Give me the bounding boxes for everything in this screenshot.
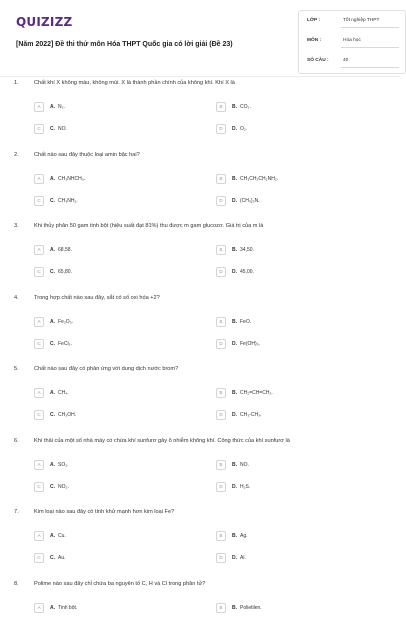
question-8 [14, 581, 392, 641]
option-text: FeCl₃. [58, 340, 72, 347]
question-text: Khi thủy phân 50 gam tinh bột (hiệu suất đạt 81%) thu được m gam glucozơ. Giá trị của m là [34, 223, 264, 229]
option-text: Cu. [58, 533, 66, 539]
option-text: Polietilen. [240, 604, 262, 611]
option-key: C. [50, 412, 55, 418]
answer-option[interactable] [34, 603, 194, 615]
answer-option[interactable] [34, 174, 194, 186]
option-text: Fe(OH)₃. [240, 340, 261, 347]
option-text: Ag. [240, 533, 248, 539]
option-letter-box[interactable]: B [216, 531, 226, 541]
option-letter-box[interactable]: C [34, 339, 44, 349]
question-number: 7. [14, 509, 19, 515]
option-letter-box[interactable]: A [34, 102, 44, 112]
option-text: N₂. [58, 104, 65, 110]
option-letter-box[interactable]: C [34, 410, 44, 420]
question-number: 8. [14, 580, 19, 587]
worksheet-meta-box [298, 10, 406, 74]
option-text: 45,00. [240, 269, 254, 275]
answer-option[interactable] [34, 196, 194, 208]
option-key: C. [50, 269, 55, 275]
option-key: A. [50, 318, 55, 325]
answer-option[interactable] [216, 460, 376, 472]
option-text: CH₃NH₂. [58, 197, 78, 204]
option-letter-box[interactable]: B [216, 603, 226, 613]
option-text: Au. [58, 555, 66, 561]
option-letter-box[interactable]: A [34, 460, 44, 470]
option-letter-box[interactable]: D [216, 553, 226, 563]
answer-option[interactable] [34, 245, 194, 257]
answer-option[interactable] [216, 388, 376, 400]
answer-option[interactable] [216, 410, 376, 422]
answer-option[interactable] [216, 245, 376, 257]
option-text: 68,58. [58, 247, 72, 253]
option-key: B. [232, 390, 237, 396]
option-letter-box[interactable]: B [216, 174, 226, 184]
option-text: O₂. [240, 126, 248, 132]
meta-row-question-count [307, 53, 399, 71]
question-text: Polime nào sau đây chỉ chứa ba nguyên tố C, H và Cl trong phân tử? [34, 580, 206, 587]
option-letter-box[interactable]: B [216, 102, 226, 112]
option-key: B. [232, 175, 237, 182]
option-letter-box[interactable]: A [34, 245, 44, 255]
option-letter-box[interactable]: D [216, 410, 226, 420]
option-text: CO₂. [240, 104, 251, 110]
answer-option[interactable] [216, 339, 376, 351]
option-letter-box[interactable]: A [34, 174, 44, 184]
meta-value: Hóa học [343, 38, 361, 43]
question-5 [14, 366, 392, 426]
option-key: B. [232, 104, 237, 110]
option-key: A. [50, 175, 55, 182]
option-letter-box[interactable]: D [216, 196, 226, 206]
option-key: C. [50, 197, 55, 204]
option-text: FeO. [240, 318, 252, 325]
option-text: 34,50. [240, 247, 254, 253]
answer-option[interactable] [34, 317, 194, 329]
answer-option[interactable] [34, 102, 194, 114]
answer-option[interactable] [34, 460, 194, 472]
option-key: B. [232, 533, 237, 539]
option-text: NO₂. [58, 483, 69, 490]
option-letter-box[interactable]: B [216, 388, 226, 398]
meta-label: MÔN : [307, 38, 322, 43]
option-key: D. [232, 412, 237, 418]
option-key: A. [50, 247, 55, 253]
meta-underline [341, 67, 399, 68]
option-key: B. [232, 461, 237, 468]
option-text: CH₃OH. [58, 412, 77, 418]
option-text: CH₃NHCH₃. [58, 175, 86, 182]
question-text: Kim loại nào sau đây có tính khử mạnh hơn kim loại Fe? [34, 509, 175, 515]
option-letter-box[interactable]: C [34, 553, 44, 563]
option-letter-box[interactable]: A [34, 317, 44, 327]
meta-label: SỐ CÂU : [307, 58, 329, 63]
option-key: C. [50, 483, 55, 490]
option-key: A. [50, 390, 55, 396]
question-6 [14, 438, 392, 498]
option-letter-box[interactable]: D [216, 339, 226, 349]
question-1 [14, 80, 392, 140]
question-text: Trong hợp chất nào sau đây, sắt có số oxi hóa +2? [34, 294, 160, 301]
question-number: 6. [14, 437, 19, 444]
question-number: 4. [14, 294, 19, 301]
option-letter-box[interactable]: D [216, 482, 226, 492]
option-key: C. [50, 340, 55, 347]
question-number: 3. [14, 223, 19, 229]
option-letter-box[interactable]: A [34, 531, 44, 541]
answer-option[interactable] [216, 102, 376, 114]
option-text: SO₂. [58, 461, 69, 468]
answer-option[interactable] [34, 339, 194, 351]
option-letter-box[interactable]: A [34, 388, 44, 398]
answer-option[interactable] [216, 553, 376, 565]
question-text: Chất nào sau đây thuộc loại amin bậc hai? [34, 151, 140, 158]
answer-option[interactable] [216, 482, 376, 494]
option-text: NO. [240, 461, 249, 468]
option-key: B. [232, 318, 237, 325]
option-letter-box[interactable]: B [216, 245, 226, 255]
answer-option[interactable] [216, 531, 376, 543]
meta-value: Tốt nghiệp THPT [343, 18, 380, 23]
option-letter-box[interactable]: C [34, 482, 44, 492]
answer-option[interactable] [216, 196, 376, 208]
option-letter-box[interactable]: A [34, 603, 44, 613]
option-letter-box[interactable]: C [34, 124, 44, 134]
answer-option[interactable] [216, 124, 376, 136]
worksheet-title: [Năm 2022] Đề thi thử môn Hóa THPT Quốc gia có lời giải (Đề 23) [16, 41, 233, 48]
option-text: CH₄. [58, 390, 69, 396]
option-text: CH₃CH₂CH₂NH₂. [240, 175, 279, 182]
answer-option[interactable] [34, 482, 194, 494]
answer-option[interactable] [216, 317, 376, 329]
option-key: B. [232, 247, 237, 253]
worksheet-header [14, 10, 392, 72]
answer-option[interactable] [34, 267, 194, 279]
option-key: A. [50, 104, 55, 110]
answer-option[interactable] [34, 553, 194, 565]
question-text: Chất nào sau đây có phản ứng với dung dịch nước brom? [34, 366, 179, 372]
option-key: A. [50, 461, 55, 468]
option-letter-box[interactable]: C [34, 196, 44, 206]
option-text: 65,80. [58, 269, 72, 275]
answer-option[interactable] [34, 410, 194, 422]
option-text: NO. [58, 126, 67, 132]
question-number: 1. [14, 80, 19, 86]
question-number: 2. [14, 151, 19, 158]
option-letter-box[interactable]: B [216, 460, 226, 470]
header-divider [0, 76, 400, 77]
quizizz-logo: QUIZIZZ [16, 15, 73, 29]
meta-row-class [307, 13, 399, 31]
question-text: Chất khí X không màu, không mùi. X là thành phần chính của không khí. Khí X là [34, 80, 235, 86]
option-text: CH₃-CH₃. [240, 412, 262, 418]
answer-option[interactable] [216, 603, 376, 615]
answer-option[interactable] [34, 388, 194, 400]
option-letter-box[interactable]: C [34, 267, 44, 277]
option-key: D. [232, 269, 237, 275]
option-text: Fe₂O₃. [58, 318, 74, 325]
option-text: H₂S. [240, 483, 251, 490]
question-2 [14, 152, 392, 212]
option-text: Tinh bột. [58, 604, 78, 611]
answer-option[interactable] [34, 124, 194, 136]
option-key: C. [50, 555, 55, 561]
option-key: D. [232, 340, 237, 347]
question-7 [14, 509, 392, 569]
option-letter-box[interactable]: D [216, 124, 226, 134]
question-text: Khí thải của một số nhà máy có chứa khí sunfurơ gây ô nhiễm không khí. Công thức của khí sunfurơ là [34, 437, 290, 444]
question-4 [14, 295, 392, 355]
meta-underline [341, 27, 399, 28]
option-text: Al. [240, 555, 246, 561]
option-text: (CH₃)₃N. [240, 197, 260, 204]
answer-option[interactable] [216, 174, 376, 186]
question-number: 5. [14, 366, 19, 372]
option-letter-box[interactable]: D [216, 267, 226, 277]
meta-underline [341, 47, 399, 48]
meta-label: LỚP : [307, 18, 321, 23]
option-key: D. [232, 197, 237, 204]
option-text: CH₂=CH=CH₂. [240, 390, 273, 396]
meta-row-subject [307, 33, 399, 51]
option-key: D. [232, 483, 237, 490]
meta-value: 40 [343, 58, 349, 63]
question-3 [14, 223, 392, 283]
option-key: A. [50, 533, 55, 539]
option-letter-box[interactable]: B [216, 317, 226, 327]
option-key: D. [232, 126, 237, 132]
option-key: B. [232, 604, 237, 611]
answer-option[interactable] [216, 267, 376, 279]
option-key: C. [50, 126, 55, 132]
option-key: A. [50, 604, 55, 611]
option-key: D. [232, 555, 237, 561]
answer-option[interactable] [34, 531, 194, 543]
